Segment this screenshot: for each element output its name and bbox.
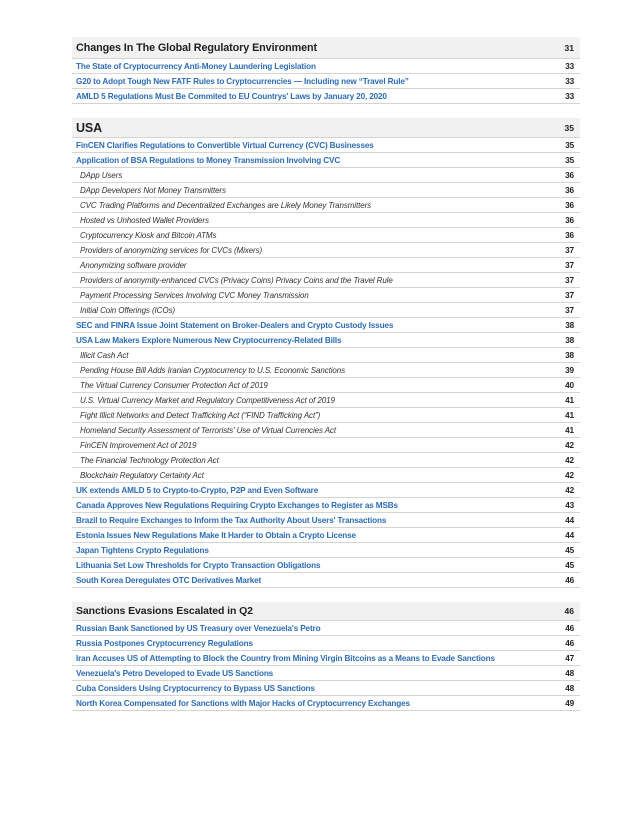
page-number: 46 xyxy=(564,606,574,616)
page-number: 42 xyxy=(565,470,574,480)
toc-subentry[interactable] xyxy=(72,363,580,378)
toc-entry[interactable] xyxy=(72,483,580,498)
page-number: 46 xyxy=(565,575,574,585)
page-number: 36 xyxy=(565,215,574,225)
toc-subentry[interactable] xyxy=(72,378,580,393)
page-number: 39 xyxy=(565,365,574,375)
page-number: 37 xyxy=(565,275,574,285)
toc-entry[interactable] xyxy=(72,573,580,588)
page-number: 44 xyxy=(565,530,574,540)
toc-entry[interactable] xyxy=(72,138,580,153)
page-number: 44 xyxy=(565,515,574,525)
toc-entry[interactable] xyxy=(72,651,580,666)
page-number: 35 xyxy=(565,140,574,150)
entry-title: North Korea Compensated for Sanctions with Major Hacks of Cryptocurrency Exchanges xyxy=(76,698,410,708)
subentry-title: Anonymizing software provider xyxy=(80,260,187,270)
page-number: 37 xyxy=(565,305,574,315)
toc-entry[interactable] xyxy=(72,696,580,711)
toc-subentry[interactable] xyxy=(72,303,580,318)
section-title: Sanctions Evasions Escalated in Q2 xyxy=(76,605,253,617)
toc-subentry[interactable] xyxy=(72,468,580,483)
entry-title: SEC and FINRA Issue Joint Statement on Broker-Dealers and Crypto Custody Issues xyxy=(76,320,394,330)
toc-entry[interactable] xyxy=(72,333,580,348)
page-number: 33 xyxy=(565,61,574,71)
entry-title: Cuba Considers Using Cryptocurrency to Bypass US Sanctions xyxy=(76,683,315,693)
subentry-title: Hosted vs Unhosted Wallet Providers xyxy=(80,215,209,225)
toc-entry[interactable] xyxy=(72,513,580,528)
page-number: 33 xyxy=(565,91,574,101)
toc-entry[interactable] xyxy=(72,621,580,636)
page-number: 41 xyxy=(565,410,574,420)
entry-title: FinCEN Clarifies Regulations to Convertible Virtual Currency (CVC) Businesses xyxy=(76,140,374,150)
entry-title: Application of BSA Regulations to Money Transmission Involving CVC xyxy=(76,155,341,165)
toc-subentry[interactable] xyxy=(72,423,580,438)
subentry-title: DApp Users xyxy=(80,170,123,180)
entry-title: Russian Bank Sanctioned by US Treasury over Venezuela's Petro xyxy=(76,623,321,633)
toc-subentry[interactable] xyxy=(72,438,580,453)
entry-title: South Korea Deregulates OTC Derivatives Market xyxy=(76,575,262,585)
entry-title: The State of Cryptocurrency Anti-Money Laundering Legislation xyxy=(76,61,316,71)
page-number: 40 xyxy=(565,380,574,390)
toc-entry[interactable] xyxy=(72,681,580,696)
toc-subentry[interactable] xyxy=(72,168,580,183)
toc-subentry[interactable] xyxy=(72,408,580,423)
toc-entry[interactable] xyxy=(72,636,580,651)
toc-entry[interactable] xyxy=(72,153,580,168)
entry-title: Brazil to Require Exchanges to Inform the Tax Authority About Users' Transactions xyxy=(76,515,387,525)
entry-title: G20 to Adopt Tough New FATF Rules to Cryptocurrencies — Including new “Travel Rule” xyxy=(76,76,409,86)
entry-title: AMLD 5 Regulations Must Be Commited to EU Countrys' Laws by January 20, 2020 xyxy=(76,91,387,101)
toc-entry[interactable] xyxy=(72,59,580,74)
subentry-title: Homeland Security Assessment of Terrorists' Use of Virtual Currencies Act xyxy=(80,425,336,435)
entry-title: USA Law Makers Explore Numerous New Cryptocurrency-Related Bills xyxy=(76,335,342,345)
toc-subentry[interactable] xyxy=(72,198,580,213)
toc-entry[interactable] xyxy=(72,543,580,558)
page-number: 36 xyxy=(565,185,574,195)
page-number: 37 xyxy=(565,290,574,300)
toc-entry[interactable] xyxy=(72,318,580,333)
toc-entry[interactable] xyxy=(72,89,580,104)
page-number: 43 xyxy=(565,500,574,510)
page-number: 42 xyxy=(565,455,574,465)
page-number: 37 xyxy=(565,260,574,270)
page-number: 48 xyxy=(565,668,574,678)
toc-subentry[interactable] xyxy=(72,228,580,243)
entry-title: UK extends AMLD 5 to Crypto-to-Crypto, P2P and Even Software xyxy=(76,485,319,495)
page-number: 49 xyxy=(565,698,574,708)
subentry-title: The Virtual Currency Consumer Protection Act of 2019 xyxy=(80,380,268,390)
subentry-title: Pending House Bill Adds Iranian Cryptocurrency to U.S. Economic Sanctions xyxy=(80,365,345,375)
page-number: 35 xyxy=(565,155,574,165)
page-number: 35 xyxy=(564,122,574,133)
toc-subentry[interactable] xyxy=(72,183,580,198)
page-number: 45 xyxy=(565,545,574,555)
page-number: 36 xyxy=(565,230,574,240)
page-number: 48 xyxy=(565,683,574,693)
subentry-title: Illicit Cash Act xyxy=(80,350,129,360)
table-of-contents xyxy=(72,37,580,711)
toc-subentry[interactable] xyxy=(72,453,580,468)
toc-section-header[interactable] xyxy=(72,118,580,138)
page-number: 41 xyxy=(565,425,574,435)
subentry-title: Providers of anonymity-enhanced CVCs (Privacy Coins) Privacy Coins and the Travel Rule xyxy=(80,275,393,285)
section-gap xyxy=(72,588,580,602)
entry-title: Estonia Issues New Regulations Make It Harder to Obtain a Crypto License xyxy=(76,530,356,540)
page-number: 42 xyxy=(565,485,574,495)
entry-title: Venezuela's Petro Developed to Evade US Sanctions xyxy=(76,668,274,678)
page-number: 46 xyxy=(565,623,574,633)
subentry-title: The Financial Technology Protection Act xyxy=(80,455,219,465)
toc-entry[interactable] xyxy=(72,666,580,681)
toc-subentry[interactable] xyxy=(72,348,580,363)
page-number: 36 xyxy=(565,200,574,210)
subentry-title: CVC Trading Platforms and Decentralized Exchanges are Likely Money Transmitters xyxy=(80,200,372,210)
subentry-title: Initial Coin Offerings (ICOs) xyxy=(80,305,175,315)
toc-subentry[interactable] xyxy=(72,243,580,258)
page-number: 37 xyxy=(565,245,574,255)
toc-section-header[interactable] xyxy=(72,602,580,621)
toc-entry[interactable] xyxy=(72,74,580,89)
entry-title: Russia Postpones Cryptocurrency Regulations xyxy=(76,638,253,648)
entry-title: Canada Approves New Regulations Requiring Crypto Exchanges to Register as MSBs xyxy=(76,500,398,510)
page-number: 38 xyxy=(565,320,574,330)
subentry-title: Blockchain Regulatory Certainty Act xyxy=(80,470,204,480)
toc-subentry[interactable] xyxy=(72,258,580,273)
subentry-title: DApp Developers Not Money Transmitters xyxy=(80,185,226,195)
section-gap xyxy=(72,104,580,118)
toc-section-header[interactable] xyxy=(72,37,580,59)
toc-subentry[interactable] xyxy=(72,288,580,303)
subentry-title: Payment Processing Services Involving CVC Money Transmission xyxy=(80,290,309,300)
section-title: Changes In The Global Regulatory Environment xyxy=(76,41,317,54)
page-number: 47 xyxy=(565,653,574,663)
toc-subentry[interactable] xyxy=(72,393,580,408)
toc-subentry[interactable] xyxy=(72,213,580,228)
toc-entry[interactable] xyxy=(72,558,580,573)
subentry-title: U.S. Virtual Currency Market and Regulatory Competitiveness Act of 2019 xyxy=(80,395,335,405)
page-number: 38 xyxy=(565,350,574,360)
subentry-title: Fight Illicit Networks and Detect Trafficking Act (“FIND Trafficking Act”) xyxy=(80,410,321,420)
toc-subentry[interactable] xyxy=(72,273,580,288)
page-number: 31 xyxy=(564,42,574,53)
toc-entry[interactable] xyxy=(72,528,580,543)
entry-title: Iran Accuses US of Attempting to Block the Country from Mining Virgin Bitcoins as a Means to Evade Sanctions xyxy=(76,653,495,663)
page-number: 46 xyxy=(565,638,574,648)
page-number: 36 xyxy=(565,170,574,180)
page-number: 45 xyxy=(565,560,574,570)
page-number: 38 xyxy=(565,335,574,345)
page-number: 41 xyxy=(565,395,574,405)
section-title: USA xyxy=(76,120,103,135)
entry-title: Lithuania Set Low Thresholds for Crypto Transaction Obligations xyxy=(76,560,321,570)
subentry-title: FinCEN Improvement Act of 2019 xyxy=(80,440,197,450)
subentry-title: Cryptocurrency Kiosk and Bitcoin ATMs xyxy=(80,230,217,240)
subentry-title: Providers of anonymizing services for CVCs (Mixers) xyxy=(80,245,263,255)
toc-entry[interactable] xyxy=(72,498,580,513)
entry-title: Japan Tightens Crypto Regulations xyxy=(76,545,209,555)
page-number: 33 xyxy=(565,76,574,86)
page-number: 42 xyxy=(565,440,574,450)
